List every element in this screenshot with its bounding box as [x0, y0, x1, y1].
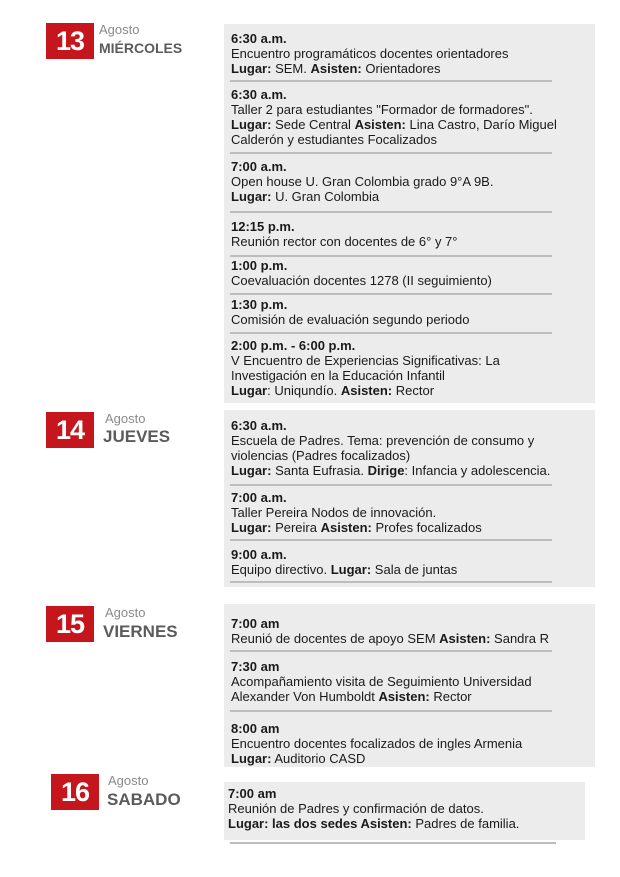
separator	[230, 842, 556, 844]
field-text: Equipo directivo.	[231, 562, 331, 577]
field-text: Comisión de evaluación segundo periodo	[231, 312, 470, 327]
event-time: 7:00 am	[228, 786, 277, 801]
separator	[230, 211, 552, 213]
event-detail-line	[231, 102, 587, 117]
event-time: 1:30 p.m.	[231, 297, 288, 312]
field-text: Sede Central	[271, 117, 355, 132]
separator	[230, 332, 552, 334]
event-detail-line	[231, 520, 587, 535]
field-text: Escuela de Padres. Tema: prevención de consumo y	[231, 433, 535, 448]
field-text: : Uniqundío.	[267, 383, 341, 398]
event-detail-line	[231, 433, 587, 448]
event-detail-line	[231, 189, 587, 204]
field-text: Alexander Von Humboldt	[231, 689, 379, 704]
field-label: Lugar:	[231, 61, 272, 76]
field-text: Padres de familia.	[411, 816, 520, 831]
field-text: Lina Castro, Darío Miguel	[405, 117, 557, 132]
field-text: Reunió de docentes de apoyo SEM	[231, 631, 440, 646]
event-detail-line	[231, 505, 587, 520]
field-label: Lugar:	[231, 117, 272, 132]
event-detail-line	[231, 273, 587, 288]
event-detail-line	[231, 234, 587, 249]
event	[231, 547, 587, 577]
field-text: Sala de juntas	[371, 562, 458, 577]
field-text: V Encuentro de Experiencias Significativas: La	[231, 353, 500, 368]
separator	[230, 80, 552, 82]
event-time: 8:00 am	[231, 721, 280, 736]
field-label: Asisten:	[354, 117, 406, 132]
event-time: 12:15 p.m.	[231, 219, 295, 234]
field-text: Sandra R	[490, 631, 549, 646]
event-detail-line	[231, 674, 587, 689]
event	[231, 338, 587, 398]
month-label: Agosto	[105, 411, 146, 426]
event-detail-line	[231, 117, 587, 132]
weekday-label: SABADO	[107, 790, 181, 809]
field-text: SEM.	[271, 61, 311, 76]
field-text: Auditorio CASD	[271, 751, 366, 766]
event	[231, 616, 587, 646]
event	[231, 490, 587, 535]
field-text: Coevaluación docentes 1278 (II seguimiento)	[231, 273, 492, 288]
month-label: Agosto	[99, 22, 140, 37]
events-panel	[224, 782, 585, 840]
field-text: violencias (Padres focalizados)	[231, 448, 411, 463]
event-time: 6:30 a.m.	[231, 87, 287, 102]
event-detail-line	[231, 46, 587, 61]
event-detail-line	[231, 448, 587, 463]
event-detail-line	[228, 801, 584, 816]
separator	[230, 581, 552, 583]
event-time: 7:00 am	[231, 616, 280, 631]
field-text: Reunión de Padres y confirmación de datos.	[228, 801, 484, 816]
month-label: Agosto	[105, 605, 146, 620]
separator	[230, 152, 552, 154]
event-detail-line	[231, 562, 587, 577]
date-badge: 13	[46, 23, 94, 59]
date-badge: 16	[51, 774, 99, 810]
event	[231, 659, 587, 704]
event-detail-line	[231, 383, 587, 398]
event-detail-line	[231, 689, 587, 704]
event-time: 7:30 am	[231, 659, 280, 674]
field-text: Acompañamiento visita de Seguimiento Universidad	[231, 674, 532, 689]
field-label: Lugar	[231, 383, 268, 398]
events-panel	[224, 410, 595, 587]
event	[231, 418, 587, 478]
event	[231, 297, 587, 327]
field-label: Lugar:	[231, 520, 272, 535]
event-time: 7:00 a.m.	[231, 490, 287, 505]
event	[231, 219, 587, 249]
field-text: Rector	[392, 383, 435, 398]
separator	[230, 484, 552, 486]
field-label: Dirige	[367, 463, 405, 478]
event-time: 6:30 a.m.	[231, 31, 287, 46]
field-text: Santa Eufrasia.	[271, 463, 368, 478]
weekday-label: VIERNES	[103, 622, 178, 641]
field-label: Lugar:	[231, 463, 272, 478]
field-text: Open house U. Gran Colombia grado 9°A 9B.	[231, 174, 494, 189]
date-badge: 15	[46, 606, 94, 642]
separator	[230, 650, 552, 652]
field-label: Lugar:	[231, 751, 272, 766]
event-detail-line	[231, 736, 587, 751]
event-detail-line	[231, 174, 587, 189]
field-label: Lugar:	[231, 189, 272, 204]
event-time: 7:00 a.m.	[231, 159, 287, 174]
field-text: Profes focalizados	[371, 520, 482, 535]
field-text: Encuentro docentes focalizados de ingles Armenia	[231, 736, 523, 751]
field-text: Encuentro programáticos docentes orientadores	[231, 46, 509, 61]
event-detail-line	[231, 61, 587, 76]
field-text: Orientadores	[361, 61, 441, 76]
event-time: 1:00 p.m.	[231, 258, 288, 273]
event-detail-line	[231, 463, 587, 478]
event	[231, 31, 587, 76]
field-text: Reunión rector con docentes de 6° y 7°	[231, 234, 458, 249]
event	[231, 87, 587, 147]
field-text: Taller 2 para estudiantes "Formador de formadores".	[231, 102, 533, 117]
weekday-label: JUEVES	[103, 427, 171, 446]
field-text: : Infancia y adolescencia.	[404, 463, 551, 478]
date-badge: 14	[46, 412, 94, 448]
field-label: Asisten:	[310, 61, 362, 76]
event-time: 9:00 a.m.	[231, 547, 287, 562]
field-text: Calderón y estudiantes Focalizados	[231, 132, 437, 147]
events-panel	[224, 24, 595, 403]
separator	[230, 255, 552, 257]
event-detail-line	[228, 816, 584, 831]
separator	[230, 293, 552, 295]
field-text: Investigación en la Educación Infantil	[231, 368, 445, 383]
events-panel	[224, 604, 595, 767]
weekday-label: MIÉRCOLES	[99, 40, 183, 56]
event-time: 2:00 p.m. - 6:00 p.m.	[231, 338, 356, 353]
event	[231, 159, 587, 204]
field-label: Lugar: las dos sedes Asisten:	[228, 816, 412, 831]
event-detail-line	[231, 631, 587, 646]
event-detail-line	[231, 312, 587, 327]
field-text: Taller Pereira Nodos de innovación.	[231, 505, 437, 520]
separator	[230, 710, 552, 712]
event-detail-line	[231, 353, 587, 368]
event-detail-line	[231, 368, 587, 383]
field-text: Pereira	[271, 520, 321, 535]
event	[228, 786, 584, 831]
event-time: 6:30 a.m.	[231, 418, 287, 433]
field-label: Asisten:	[340, 383, 393, 398]
field-text: U. Gran Colombia	[271, 189, 380, 204]
event-detail-line	[231, 751, 587, 766]
month-label: Agosto	[108, 773, 149, 788]
field-text: Rector	[429, 689, 472, 704]
event-detail-line	[231, 132, 587, 147]
field-label: Lugar:	[330, 562, 372, 577]
event	[231, 258, 587, 288]
separator	[230, 539, 552, 541]
event	[231, 721, 587, 766]
field-label: Asisten:	[439, 631, 491, 646]
field-label: Asisten:	[378, 689, 430, 704]
field-label: Asisten:	[320, 520, 372, 535]
